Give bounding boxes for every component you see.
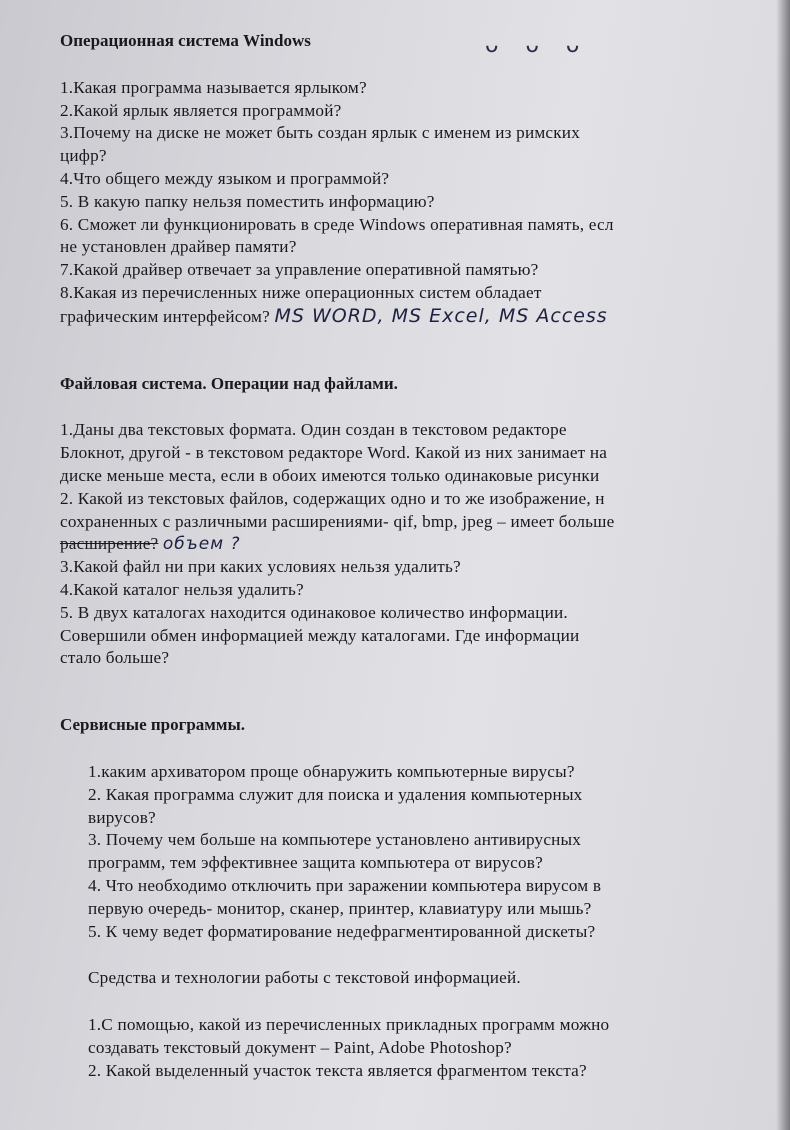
question-windows-3a: 3.Почему на диске не может быть создан ярлык с именем из римских bbox=[60, 123, 580, 143]
question-files-5a: 5. В двух каталогах находится одинаковое количество информации. bbox=[60, 602, 568, 622]
question-files-1c: диске меньше места, если в обоих имеются только одинаковые рисунки bbox=[60, 465, 600, 485]
question-files-1b: Блокнот, другой - в текстовом редакторе Word. Какой из них занимает на bbox=[60, 443, 608, 463]
question-windows-2: 2.Какой ярлык является программой? bbox=[60, 100, 342, 120]
question-windows-3b: цифр? bbox=[60, 146, 107, 166]
question-files-2b: сохраненных с различными расширениями- qif, bmp, jpeg – имеет больше bbox=[60, 511, 615, 531]
service-questions bbox=[60, 761, 760, 1083]
struck-word: расширение? bbox=[60, 534, 159, 554]
question-service-4a: 4. Что необходимо отключить при заражении компьютера вирусом в bbox=[88, 875, 602, 895]
question-windows-4: 4.Что общего между языком и программой? bbox=[60, 168, 390, 188]
question-windows-6b: не установлен драйвер памяти? bbox=[60, 237, 297, 257]
document-body bbox=[60, 30, 760, 1082]
question-service-3a: 3. Почему чем больше на компьютере установлено антивирусных bbox=[88, 830, 582, 850]
question-service-3b: программ, тем эффективнее защита компьютера от вирусов? bbox=[88, 853, 543, 873]
question-service-1: 1.каким архиватором проще обнаружить компьютерные вирусы? bbox=[88, 761, 575, 781]
section-title-text: Средства и технологии работы с текстовой информацией. bbox=[88, 968, 521, 988]
section-title-files: Файловая система. Операции над файлами. bbox=[60, 373, 398, 393]
question-files-5b: Совершили обмен информацией между каталогами. Где информации bbox=[60, 625, 580, 645]
question-windows-7: 7.Какой драйвер отвечает за управление оперативной памятью? bbox=[60, 260, 539, 280]
question-windows-5: 5. В какую папку нельзя поместить информацию? bbox=[60, 191, 435, 211]
question-text-2: 2. Какой выделенный участок текста является фрагментом текста? bbox=[88, 1060, 587, 1080]
section-title-windows: Операционная система Windows bbox=[60, 31, 311, 50]
question-text-1a: 1.С помощью, какой из перечисленных прикладных программ можно bbox=[88, 1015, 610, 1035]
question-windows-1: 1.Какая программа называется ярлыком? bbox=[60, 77, 367, 97]
page-edge-shadow bbox=[776, 0, 790, 1130]
question-files-1a: 1.Даны два текстовых формата. Один создан в текстовом редакторе bbox=[60, 420, 567, 440]
question-text-1b: создавать текстовый документ – Paint, Adobe Photoshop? bbox=[88, 1037, 512, 1057]
handwritten-correction: объем ? bbox=[162, 534, 241, 555]
question-files-4: 4.Какой каталог нельзя удалить? bbox=[60, 579, 304, 599]
question-files-3: 3.Какой файл ни при каких условиях нельзя удалить? bbox=[60, 557, 461, 577]
question-service-5: 5. К чему ведет форматирование недефрагментированной дискеты? bbox=[88, 921, 596, 941]
question-windows-8a: 8.Какая из перечисленных ниже операционных систем обладает bbox=[60, 282, 542, 302]
question-windows-6a: 6. Сможет ли функционировать в среде Windows оперативная память, есл bbox=[60, 214, 614, 234]
question-service-2b: вирусов? bbox=[88, 807, 156, 827]
section-title-service: Сервисные программы. bbox=[60, 715, 245, 735]
handwritten-answer-8: MS WORD, MS Excel, MS Access bbox=[274, 304, 608, 327]
question-files-2a: 2. Какой из текстовых файлов, содержащих одно и то же изображение, н bbox=[60, 488, 605, 508]
question-files-2c-line bbox=[60, 533, 760, 556]
question-windows-8b-line bbox=[60, 305, 760, 329]
question-windows-8b: графическим интерфейсом? bbox=[60, 306, 270, 326]
question-service-4b: первую очередь- монитор, сканер, принтер, клавиатуру или мышь? bbox=[88, 898, 592, 918]
handwritten-check-marks: ᴗ ᴗ ᴗ bbox=[485, 33, 590, 58]
question-service-2a: 2. Какая программа служит для поиска и удаления компьютерных bbox=[88, 784, 583, 804]
question-files-5c: стало больше? bbox=[60, 648, 170, 668]
